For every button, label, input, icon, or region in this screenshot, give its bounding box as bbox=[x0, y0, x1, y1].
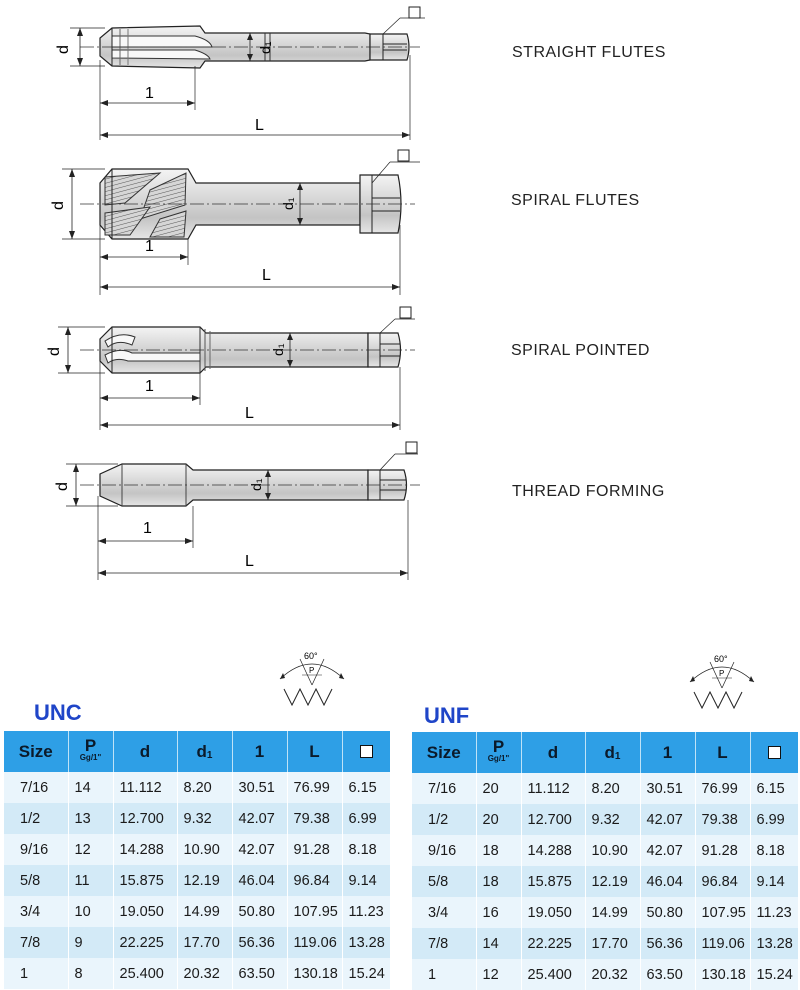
table-cell: 12 bbox=[476, 959, 521, 990]
table-cell: 30.51 bbox=[640, 773, 695, 804]
table-cell: 10 bbox=[68, 896, 113, 927]
table-cell: 46.04 bbox=[640, 866, 695, 897]
table-cell: 14 bbox=[68, 772, 113, 803]
table-cell: 1 bbox=[4, 958, 68, 989]
table-cell: 11.112 bbox=[521, 773, 585, 804]
table-cell: 76.99 bbox=[695, 773, 750, 804]
drawing-spiral-flutes bbox=[0, 145, 800, 305]
unf-table-body bbox=[412, 773, 798, 990]
spiral-pointed-tap-drawing bbox=[0, 305, 800, 435]
table-cell: 6.15 bbox=[342, 772, 390, 803]
dim-L-label: L bbox=[245, 553, 254, 570]
table-cell: 25.400 bbox=[521, 959, 585, 990]
col-d1-header bbox=[177, 731, 232, 772]
table-row bbox=[412, 866, 798, 897]
square-size-icon bbox=[360, 745, 373, 758]
table-row bbox=[412, 835, 798, 866]
col-d1-header bbox=[585, 732, 640, 773]
table-cell: 8.20 bbox=[585, 773, 640, 804]
col-pitch-header bbox=[68, 731, 113, 772]
d1-header-sub: 1 bbox=[614, 750, 621, 762]
table-cell: 79.38 bbox=[695, 804, 750, 835]
table-cell: 1 bbox=[412, 959, 476, 990]
table-cell: 11.23 bbox=[750, 897, 798, 928]
dim-L-label: L bbox=[255, 117, 264, 134]
table-cell: 13.28 bbox=[750, 928, 798, 959]
table-cell: 18 bbox=[476, 835, 521, 866]
table-cell: 20.32 bbox=[177, 958, 232, 989]
table-cell: 96.84 bbox=[695, 866, 750, 897]
table-cell: 13.28 bbox=[342, 927, 390, 958]
thread-angle-label: 60° bbox=[714, 654, 728, 664]
table-cell: 63.50 bbox=[232, 958, 287, 989]
straight-flutes-tap-drawing bbox=[0, 0, 800, 150]
table-cell: 9.14 bbox=[750, 866, 798, 897]
table-cell: 7/8 bbox=[412, 928, 476, 959]
table-cell: 42.07 bbox=[640, 835, 695, 866]
table-cell: 9.14 bbox=[342, 865, 390, 896]
table-cell: 20 bbox=[476, 773, 521, 804]
table-cell: 3/4 bbox=[4, 896, 68, 927]
table-cell: 16 bbox=[476, 897, 521, 928]
table-row bbox=[412, 897, 798, 928]
table-row bbox=[412, 928, 798, 959]
table-cell: 19.050 bbox=[521, 897, 585, 928]
pitch-header-sub: Gg/1" bbox=[79, 752, 102, 762]
col-l1-header: 1 bbox=[640, 732, 695, 773]
thread-forming-tap-drawing bbox=[0, 440, 800, 585]
table-cell: 11 bbox=[68, 865, 113, 896]
table-cell: 20 bbox=[476, 804, 521, 835]
table-cell: 15.875 bbox=[521, 866, 585, 897]
dim-d-label: d bbox=[55, 45, 72, 54]
table-cell: 119.06 bbox=[287, 927, 342, 958]
col-d-header: d bbox=[113, 731, 177, 772]
unf-spec-table bbox=[412, 732, 798, 990]
table-cell: 8 bbox=[68, 958, 113, 989]
col-l1-header: 1 bbox=[232, 731, 287, 772]
col-square-header bbox=[750, 732, 798, 773]
dim-d-label: d bbox=[50, 201, 67, 210]
table-cell: 8.20 bbox=[177, 772, 232, 803]
dim-d-label: d bbox=[46, 347, 63, 356]
table-cell: 7/8 bbox=[4, 927, 68, 958]
table-cell: 13 bbox=[68, 803, 113, 834]
table-cell: 15.24 bbox=[750, 959, 798, 990]
dim-L-label: L bbox=[245, 405, 254, 422]
table-cell: 15.875 bbox=[113, 865, 177, 896]
col-d-header: d bbox=[521, 732, 585, 773]
table-header-row bbox=[412, 732, 798, 773]
drawing-straight-flutes bbox=[0, 0, 800, 150]
thread-profile-unf-icon bbox=[682, 648, 762, 718]
table-row bbox=[412, 959, 798, 990]
unc-table-body bbox=[4, 772, 390, 989]
table-header-row bbox=[4, 731, 390, 772]
table-cell: 50.80 bbox=[232, 896, 287, 927]
square-size-icon bbox=[768, 746, 781, 759]
table-cell: 30.51 bbox=[232, 772, 287, 803]
caption-spiral-flutes: SPIRAL FLUTES bbox=[511, 192, 640, 209]
table-cell: 17.70 bbox=[585, 928, 640, 959]
drawing-thread-forming bbox=[0, 440, 800, 585]
table-row bbox=[4, 896, 390, 927]
col-pitch-header bbox=[476, 732, 521, 773]
thread-profile-unc-icon bbox=[272, 645, 352, 715]
table-cell: 130.18 bbox=[287, 958, 342, 989]
caption-thread-forming: THREAD FORMING bbox=[512, 483, 665, 500]
table-cell: 79.38 bbox=[287, 803, 342, 834]
table-cell: 7/16 bbox=[4, 772, 68, 803]
table-cell: 12.19 bbox=[177, 865, 232, 896]
pitch-header-main: P bbox=[84, 735, 97, 755]
dim-l1-label: 1 bbox=[145, 238, 154, 255]
table-cell: 14.99 bbox=[585, 897, 640, 928]
table-cell: 10.90 bbox=[585, 835, 640, 866]
table-cell: 3/4 bbox=[412, 897, 476, 928]
table-cell: 14.99 bbox=[177, 896, 232, 927]
table-cell: 8.18 bbox=[342, 834, 390, 865]
table-cell: 25.400 bbox=[113, 958, 177, 989]
table-cell: 7/16 bbox=[412, 773, 476, 804]
table-cell: 6.99 bbox=[342, 803, 390, 834]
thread-pitch-label: P bbox=[719, 669, 725, 678]
col-L-header: L bbox=[287, 731, 342, 772]
dim-d1-label: d₁ bbox=[280, 197, 296, 210]
table-cell: 50.80 bbox=[640, 897, 695, 928]
table-cell: 12 bbox=[68, 834, 113, 865]
table-cell: 10.90 bbox=[177, 834, 232, 865]
table-row bbox=[4, 772, 390, 803]
table-row bbox=[4, 865, 390, 896]
table-cell: 107.95 bbox=[695, 897, 750, 928]
thread-angle-label: 60° bbox=[304, 651, 318, 661]
table-cell: 14.288 bbox=[113, 834, 177, 865]
thread-pitch-label: P bbox=[309, 666, 315, 675]
table-cell: 22.225 bbox=[521, 928, 585, 959]
table-cell: 14.288 bbox=[521, 835, 585, 866]
col-size-header: Size bbox=[4, 731, 68, 772]
table-cell: 1/2 bbox=[412, 804, 476, 835]
table-cell: 5/8 bbox=[412, 866, 476, 897]
table-row bbox=[4, 834, 390, 865]
table-cell: 9/16 bbox=[4, 834, 68, 865]
table-cell: 8.18 bbox=[750, 835, 798, 866]
table-cell: 11.23 bbox=[342, 896, 390, 927]
table-cell: 11.112 bbox=[113, 772, 177, 803]
dim-l1-label: 1 bbox=[145, 85, 154, 102]
table-row bbox=[412, 773, 798, 804]
table-cell: 107.95 bbox=[287, 896, 342, 927]
table-cell: 9.32 bbox=[585, 804, 640, 835]
table-cell: 42.07 bbox=[232, 803, 287, 834]
table-cell: 63.50 bbox=[640, 959, 695, 990]
table-cell: 46.04 bbox=[232, 865, 287, 896]
table-cell: 22.225 bbox=[113, 927, 177, 958]
table-cell: 15.24 bbox=[342, 958, 390, 989]
table-cell: 76.99 bbox=[287, 772, 342, 803]
table-cell: 91.28 bbox=[287, 834, 342, 865]
table-cell: 19.050 bbox=[113, 896, 177, 927]
table-cell: 12.700 bbox=[113, 803, 177, 834]
drawing-spiral-pointed bbox=[0, 305, 800, 435]
d1-header-main: d bbox=[604, 742, 615, 762]
dim-d1-label: d₁ bbox=[248, 478, 264, 491]
table-cell: 5/8 bbox=[4, 865, 68, 896]
table-cell: 6.15 bbox=[750, 773, 798, 804]
table-cell: 18 bbox=[476, 866, 521, 897]
table-cell: 17.70 bbox=[177, 927, 232, 958]
pitch-header-sub: Gg/1" bbox=[487, 753, 510, 763]
dim-l1-label: 1 bbox=[143, 520, 152, 537]
table-cell: 20.32 bbox=[585, 959, 640, 990]
table-cell: 1/2 bbox=[4, 803, 68, 834]
d1-header-main: d bbox=[196, 741, 207, 761]
table-cell: 9.32 bbox=[177, 803, 232, 834]
caption-spiral-pointed: SPIRAL POINTED bbox=[511, 342, 650, 359]
table-row bbox=[412, 804, 798, 835]
unc-spec-table bbox=[4, 731, 390, 989]
col-size-header: Size bbox=[412, 732, 476, 773]
dim-d1-label: d₁ bbox=[270, 343, 286, 356]
spiral-flutes-tap-drawing bbox=[0, 145, 800, 305]
dim-L-label: L bbox=[262, 267, 271, 284]
table-row bbox=[4, 927, 390, 958]
table-title-unc: UNC bbox=[34, 700, 82, 725]
dim-d1-label: d₁ bbox=[257, 41, 273, 54]
table-cell: 119.06 bbox=[695, 928, 750, 959]
table-cell: 14 bbox=[476, 928, 521, 959]
table-cell: 12.19 bbox=[585, 866, 640, 897]
col-L-header: L bbox=[695, 732, 750, 773]
table-cell: 56.36 bbox=[232, 927, 287, 958]
table-cell: 96.84 bbox=[287, 865, 342, 896]
table-cell: 42.07 bbox=[232, 834, 287, 865]
table-row bbox=[4, 803, 390, 834]
table-cell: 56.36 bbox=[640, 928, 695, 959]
d1-header-sub: 1 bbox=[206, 749, 213, 761]
table-title-unf: UNF bbox=[424, 703, 470, 728]
col-square-header bbox=[342, 731, 390, 772]
dim-l1-label: 1 bbox=[145, 378, 154, 395]
pitch-header-main: P bbox=[492, 736, 505, 756]
table-cell: 9/16 bbox=[412, 835, 476, 866]
caption-straight-flutes: STRAIGHT FLUTES bbox=[512, 44, 666, 61]
table-cell: 9 bbox=[68, 927, 113, 958]
table-cell: 12.700 bbox=[521, 804, 585, 835]
table-cell: 130.18 bbox=[695, 959, 750, 990]
table-cell: 91.28 bbox=[695, 835, 750, 866]
table-row bbox=[4, 958, 390, 989]
table-cell: 42.07 bbox=[640, 804, 695, 835]
dim-d-label: d bbox=[54, 482, 71, 491]
table-cell: 6.99 bbox=[750, 804, 798, 835]
